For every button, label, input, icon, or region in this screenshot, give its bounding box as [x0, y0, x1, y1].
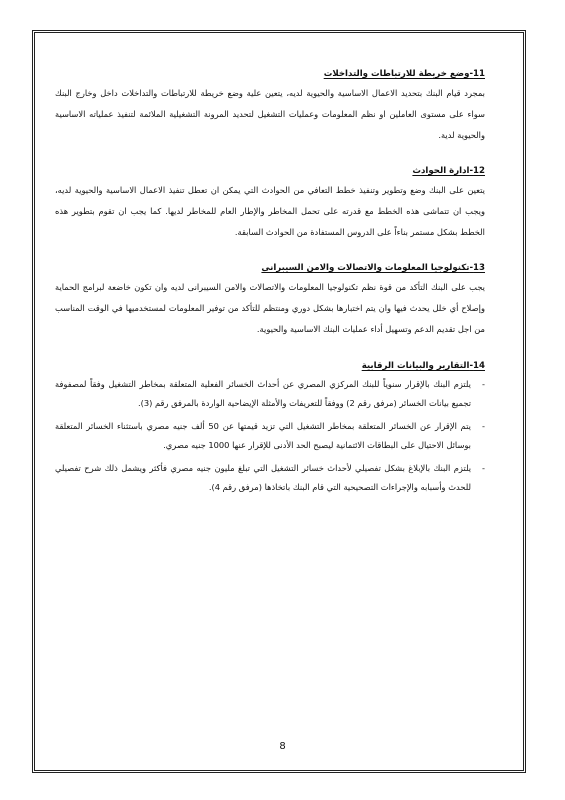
section-number: 14- [469, 361, 485, 371]
section-paragraph: يتعين على البنك وضع وتطوير وتنفيذ خطط التعافي من الحوادث التي يمكن ان تعطل تنفيذ الاعمال الاساسية والحيوية لديه، ويجب ان تتماشى هذه الخطط مع قدرته على تحمل المخاطر والإطار العام للمخاطر لديها. كما يجب ان تقوم بتطوير هذه الخطط بشكل مستمر بناءاً على الدروس المستفادة من الحوادث السابقة. [55, 185, 485, 237]
section-number: 11- [469, 69, 485, 79]
section-14 [55, 359, 485, 497]
list-item-text: يلتزم البنك بالإبلاغ بشكل تفصيلي لأحداث خسائر التشغيل التي تبلغ مليون جنيه مصري فأكثر ويشمل ذلك شرح تفصيلي للحدث وأسبابه والإجراءات التصحيحية التي قام البنك باتخاذها (مرفق رقم 4). [55, 463, 471, 492]
bullet-list [55, 375, 485, 497]
section-heading [55, 67, 485, 81]
list-item-text: يلتزم البنك بالإقرار سنوياً للبنك المركزي المصري عن أحداث الخسائر الفعلية المتعلقة بمخاطر التشغيل وفقاً لمصفوفة تجميع بيانات الخسائر (مرفق رقم 2) ووفقاً للتعريفات والأمثلة الإيضاحية الواردة بالمرفق رقم (3). [55, 379, 471, 408]
section-title: ادارة الحوادث [412, 166, 470, 176]
list-item [55, 459, 485, 497]
section-heading [55, 261, 485, 275]
section-paragraph: يجب على البنك التأكد من قوة نظم تكنولوجيا المعلومات والاتصالات والامن السيبرانى لديه وان تكون خاضعة لبرامج الحماية وإصلاح أي خلل يحدث فيها وان يتم اختبارها بشكل دوري ومنتظم للتأكد من توفير المعلومات لمستخدميها في الوقت المناسب من اجل تقديم الدعم وتسهيل أداء عمليات البنك الاساسية والحيوية. [55, 282, 485, 334]
bullet-marker: - [482, 463, 485, 473]
list-item-text: يتم الإقرار عن الخسائر المتعلقة بمخاطر التشغيل التي تزيد قيمتها عن 50 ألف جنيه مصري باستثناء الخسائر المتعلقة بوسائل الاحتيال على البطاقات الائتمانية ليصبح الحد الأدنى للإقرار عنها 1000 جنيه مصري. [55, 421, 471, 450]
section-number: 13- [469, 263, 485, 273]
section-title: وضع خريطة للارتباطات والتداخلات [323, 69, 470, 79]
section-13 [55, 261, 485, 340]
list-item [55, 375, 485, 413]
document-body [55, 67, 485, 501]
page-number: 8 [279, 741, 286, 752]
section-paragraph: بمجرد قيام البنك بتحديد الاعمال الاساسية والحيوية لديه، يتعين علية وضع خريطة للارتباطات والتداخلات داخل وخارج البنك سواء على مستوى العاملين او نظم المعلومات وعمليات التشغيل لتحديد المرونة التشغيلية الملائمة لتنفيذ عملياته الاساسية والحيوية لدية. [55, 88, 485, 140]
bullet-marker: - [482, 421, 485, 431]
list-item [55, 417, 485, 455]
bullet-marker: - [482, 379, 485, 389]
section-heading [55, 359, 485, 373]
section-heading [55, 164, 485, 178]
section-number: 12- [469, 166, 485, 176]
section-title: التقارير والبيانات الرقابية [361, 361, 470, 371]
section-11 [55, 67, 485, 146]
section-12 [55, 164, 485, 243]
section-title: تكنولوجيا المعلومات والاتصالات والامن السيبرانى [261, 263, 470, 273]
